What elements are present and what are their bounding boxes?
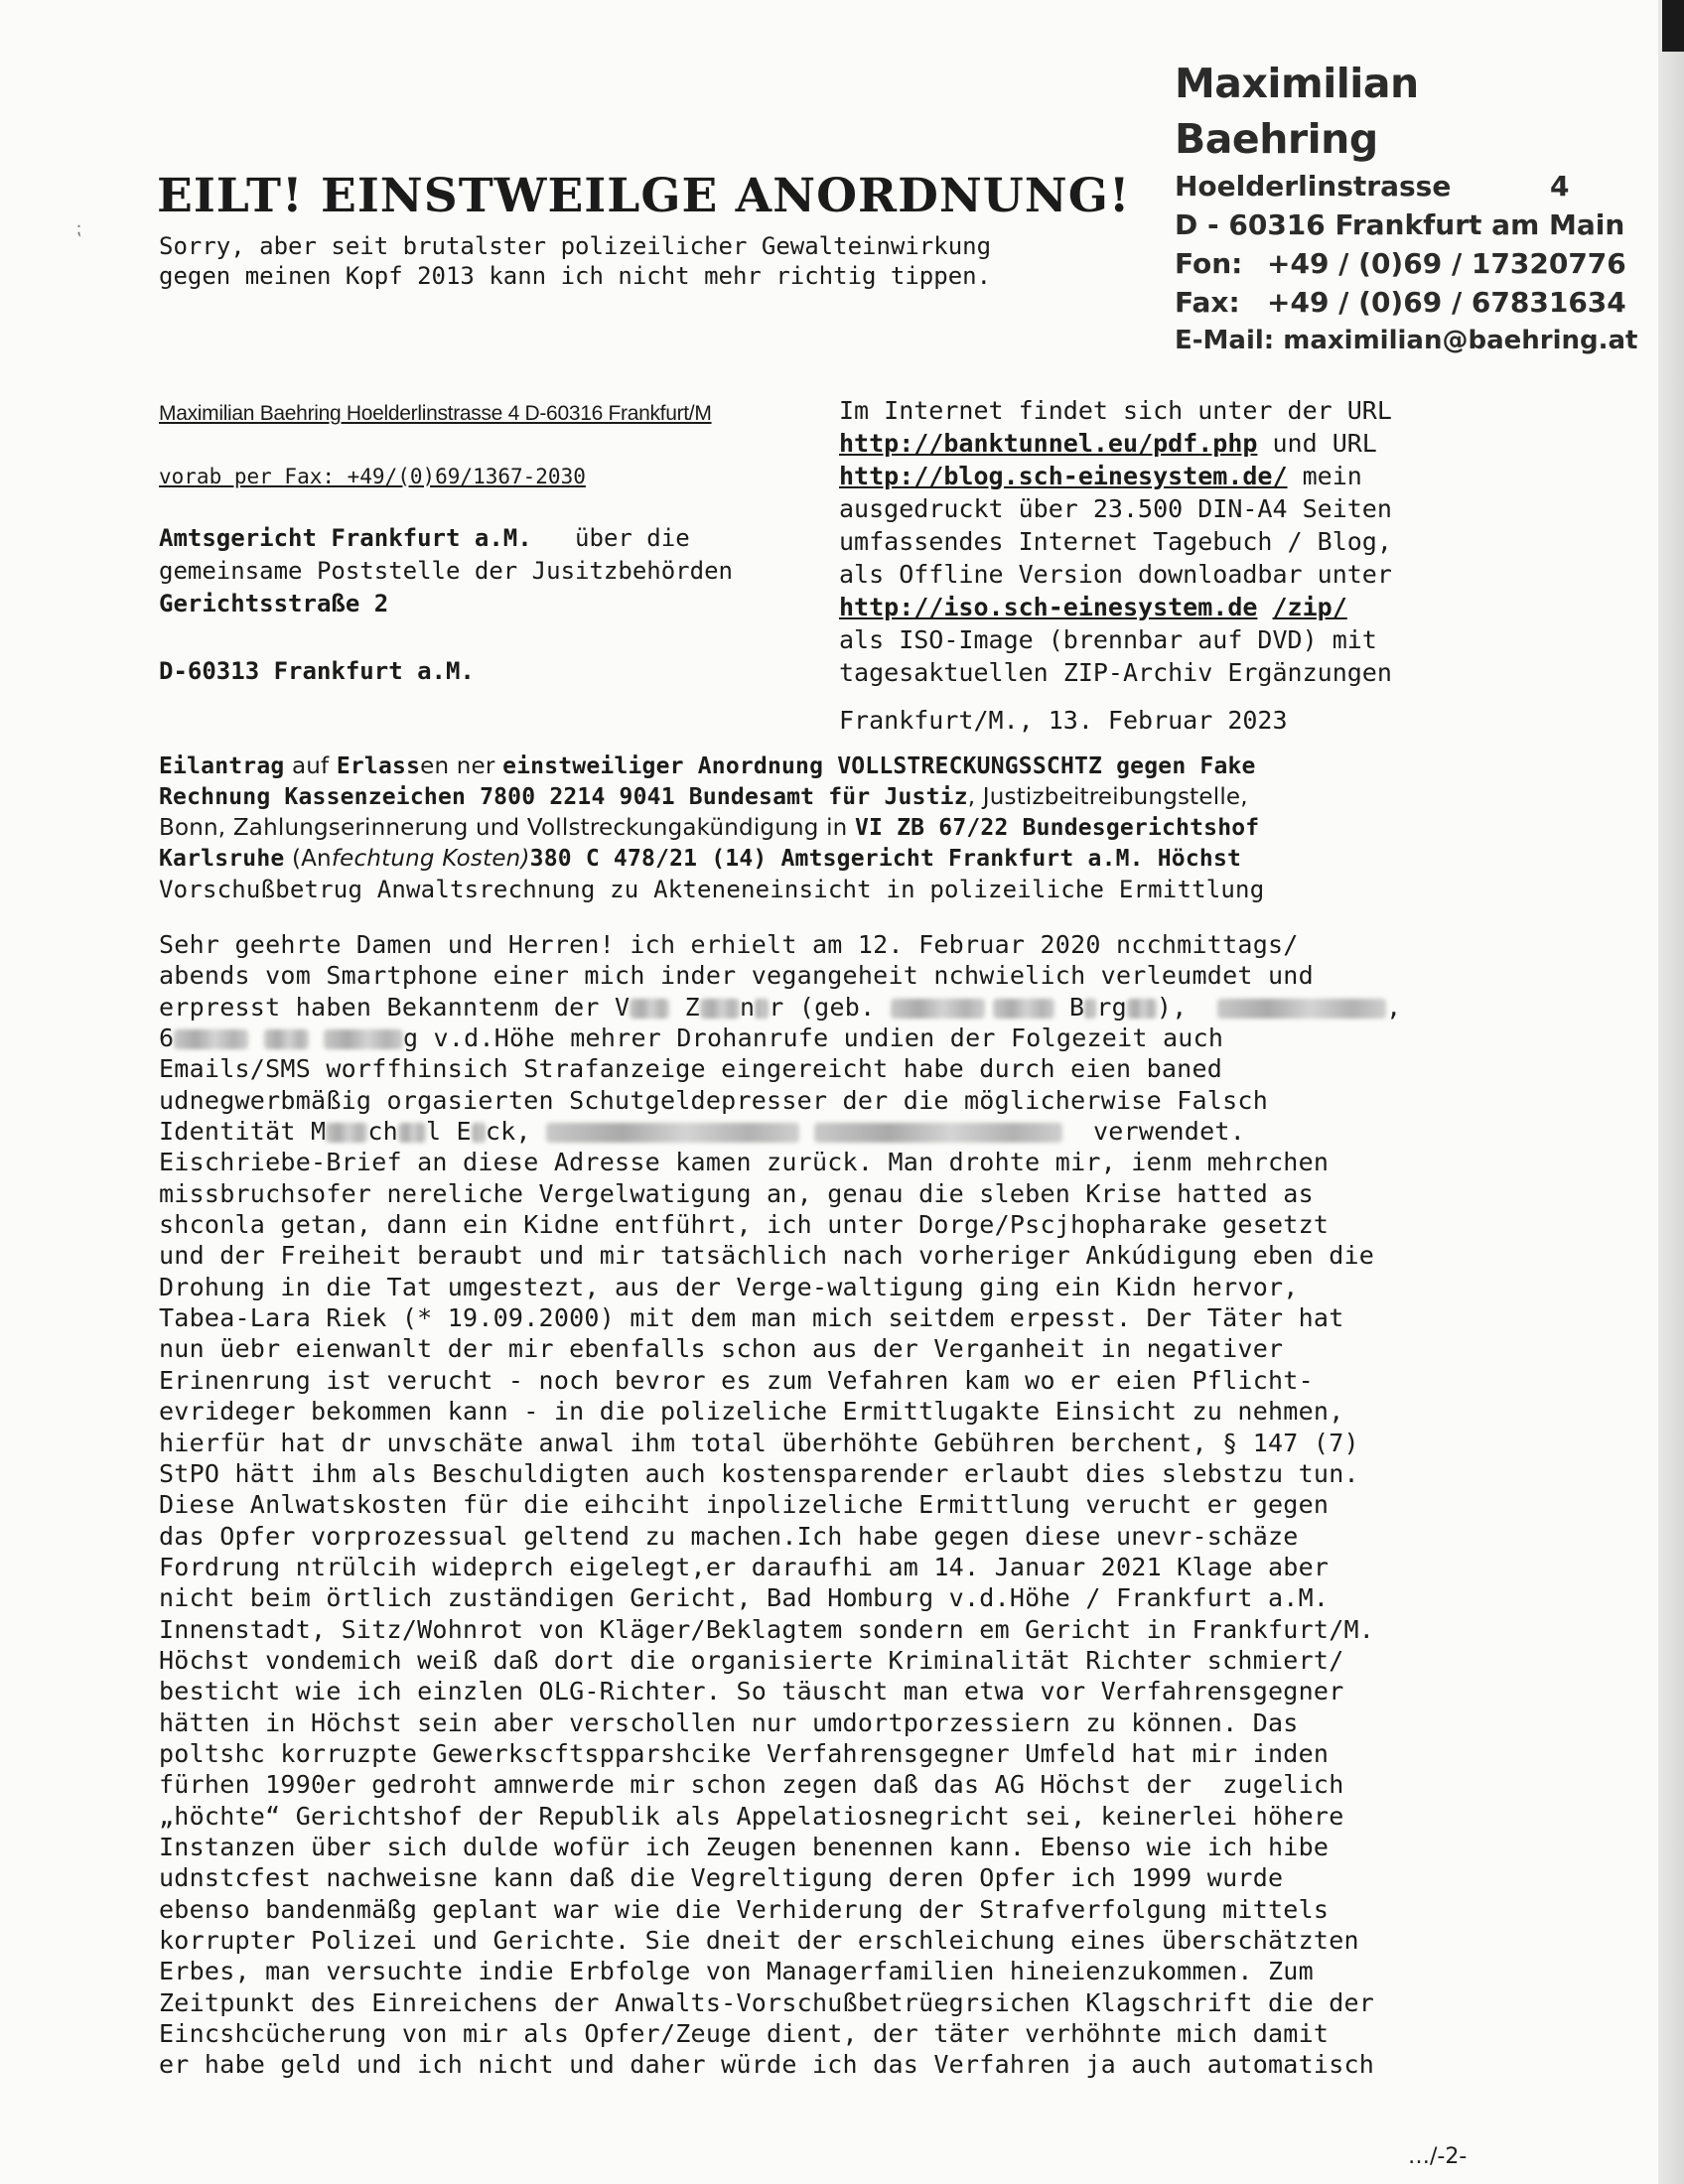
info-line: mein [1287,462,1362,490]
sender-fon-label: Fon: [1175,247,1243,280]
body-line: missbruchsofer nereliche Vergelwatigung an, genau die sleben Krise hatted as [159,1178,1314,1208]
scan-mark: ⁏ [75,218,82,239]
redaction [398,1123,426,1143]
sender-block [1175,56,1638,360]
body-line: Zeitpunkt des Einreichens der Anwalts-Vorschußbetrüegrsichen Klagschrift die der [159,1987,1375,2017]
body-text: ck, [485,1117,531,1147]
redaction [1084,999,1096,1019]
body-text: n [739,992,756,1022]
apology-note [159,231,991,291]
info-line: tagesaktuellen ZIP-Archiv Ergänzungen [839,658,1392,687]
info-line: als ISO-Image (brennbar auf DVD) mit [839,625,1377,654]
fax-advance-line: vorab per Fax: +49/(0)69/1367-2030 [159,465,586,488]
subject-anordnung: einstweiliger Anordnung VOLLSTRECKUNGSSCHTZ gegen Fake [502,753,1256,779]
recipient-street: Gerichtsstraße 2 [159,590,389,617]
redaction [324,1029,403,1049]
subject-case-bgh: VI ZB 67/22 Bundesgerichtshof [854,815,1260,841]
sender-street [1175,167,1592,205]
subject-case-ag: 380 C 478/21 (14) Amtsgericht Frankfurt a.M. Höchst [529,846,1242,872]
info-line: ausgedruckt über 23.500 DIN-A4 Seiten [839,494,1392,523]
body-line-redacted [159,992,1509,1023]
sender-fax-label: Fax: [1175,286,1240,319]
redaction [1127,999,1157,1019]
redaction [1217,999,1386,1019]
body-line: udnstcfest nachweisne kann daß die Vegreltigung deren Opfer ich 1999 wurde [159,1863,1284,1893]
subject-kassenzeichen: Rechnung Kassenzeichen 7800 2214 9041 Bundesamt für Justiz [159,784,968,810]
subject-anfechtung: fechtung Kosten) [331,846,530,872]
letter-body [159,929,1509,2081]
headline: EILT! EINSTWEILGE ANORDNUNG! [157,169,1131,223]
redaction [814,1123,1062,1143]
body-line: ebenso bandenmäßg geplant war wie die Verhiderung der Strafverfolgung mittels [159,1894,1330,1924]
url-banktunnel-link[interactable]: http://banktunnel.eu/pdf.php [839,429,1258,458]
body-text: r (geb. [769,992,891,1022]
sender-fax [1175,283,1626,322]
body-line: Sehr geehrte Damen und Herren! ich erhielt am 12. Februar 2020 ncchmittags/ [159,930,1299,959]
page-continuation: …/-2- [1408,2144,1468,2169]
body-line: Drohung in die Tat umgestezt, aus der Verge-waltigung ging ein Kidn hervor, [159,1272,1299,1301]
body-line: Höchst vondemich weiß daß dort die organisierte Kriminalität Richter schmiert/ [159,1645,1344,1675]
body-line: er habe geld und ich nicht und daher würde ich das Verfahren ja auch automatisch [159,2050,1375,2080]
body-text: 6 [159,1024,175,1053]
body-line: abends vom Smartphone einer mich inder vegangeheit nchwielich verleumdet und [159,961,1314,991]
subject-text: , Justizbeitreibungstelle, [967,784,1248,810]
sender-street-name: Hoelderlinstrasse [1175,170,1452,203]
body-line: besticht wie ich einzlen OLG-Richter. So täuscht man etwa vor Verfahrensgegner [159,1677,1344,1706]
redaction [472,1123,486,1143]
redaction [630,999,669,1019]
body-line: udnegwerbmäßig orgasierten Schutgeldepresser der die möglicherwise Falsch [159,1085,1268,1115]
body-text: verwendet. [1092,1117,1245,1147]
redaction [891,999,985,1019]
redaction [546,1123,799,1143]
subject-karlsruhe: Karlsruhe [159,846,285,872]
subject-text: Vorschußbetrug Anwaltsrechnung zu Akteneneinsicht in polizeiliche Ermittlung [159,876,1265,903]
recipient-via: über die [575,524,690,552]
redaction [326,1123,367,1143]
letter-date: Frankfurt/M., 13. Februar 2023 [839,706,1288,735]
redaction [174,1029,248,1049]
body-line: Erinenrung ist verucht - noch bevror es zum Vefahren kam wo er eien Pflicht- [159,1365,1314,1395]
body-line: nicht beim örtlich zuständigen Gericht, Bad Homburg v.d.Höhe / Frankfurt a.M. [159,1583,1330,1613]
sender-name: Maximilian Baehring [1175,60,1419,163]
body-line: korrupter Polizei und Gerichte. Sie dneit der erschleichung eines überschätzten [159,1926,1359,1955]
subject-text: Bonn, Zahlungserinnerung und Vollstreckungakündigung in [159,815,855,841]
body-line: poltshc korruzpte Gewerkscftspparshcike Verfahrensgegner Umfeld hat mir inden [159,1738,1330,1768]
body-text: ), [1156,992,1188,1022]
sender-fon [1175,244,1626,283]
sender-email-label: E-Mail: [1175,326,1275,355]
sender-house-number: 4 [1550,170,1570,203]
body-line: Erbes, man versuchte indie Erbfolge von Managerfamilien hineienzukommen. Zum [159,1957,1314,1986]
scan-edge [1658,0,1684,2184]
subject-text: en ner [420,753,503,779]
body-line: und der Freiheit beraubt und mir tatsächlich nach vorheriger Ankúdigung eben die [159,1241,1375,1271]
body-line-redacted [159,1116,1509,1147]
subject-erlass: Erlass [336,753,421,779]
body-text: Z [669,992,700,1022]
subject-eilantrag: Eilantrag [159,753,285,779]
body-line: „höchte“ Gerichtshof der Republik als Appelatiosnegricht sei, keinerlei höhere [159,1801,1344,1831]
recipient-address [159,522,733,688]
info-line: und URL [1257,429,1377,458]
recipient-city: D-60313 Frankfurt a.M. [159,657,475,685]
body-text: l E [425,1117,472,1147]
sender-fax-number: +49 / (0)69 / 67831634 [1267,286,1626,319]
redaction [993,999,1054,1019]
body-line: Emails/SMS worffhinsich Strafanzeige eingereicht habe durch eien baned [159,1054,1223,1084]
recipient-poststelle: gemeinsame Poststelle der Jusitzbehörden [159,557,733,585]
url-zip-link[interactable]: /zip/ [1272,593,1347,621]
body-line: Tabea-Lara Riek (* 19.09.2000) mit dem man mich seitdem erpesst. Der Täter hat [159,1303,1344,1333]
sender-email [1175,322,1638,360]
body-line: das Opfer vorprozessual geltend zu machen.Ich habe gegen diese unevr-schäze [159,1521,1299,1551]
internet-info-block [839,394,1494,689]
body-line: evrideger bekommen kann - in die polizeliche Ermittlugakte Einsicht zu nehmen, [159,1397,1344,1427]
body-line: hätten in Höchst sein aber verschollen nur umdortporzessiern zu können. Das [159,1707,1299,1737]
redaction [264,1029,309,1049]
body-line: Fordrung ntrülcih wideprch eigelegt,er daraufhi am 14. Januar 2021 Klage aber [159,1552,1330,1581]
body-text: Identität M [159,1117,327,1147]
body-line: Innenstadt, Sitz/Wohnrot von Kläger/Beklagtem sondern em Gericht in Frankfurt/M. [159,1614,1375,1644]
redaction [700,999,740,1019]
subject-block [159,751,1509,905]
body-line: fürhen 1990er gedroht amnwerde mir schon zegen daß das AG Höchst der zugelich [159,1770,1344,1800]
body-line: Eischriebe-Brief an diese Adresse kamen zurück. Man drohte mir, ienm mehrchen [159,1148,1330,1177]
info-line: als Offline Version downloadbar unter [839,560,1392,589]
body-line: Eincshcücherung von mir als Opfer/Zeuge dient, der täter verhöhnte mich damit [159,2019,1330,2049]
subject-text: auf [284,753,337,779]
body-text: erpresst haben Bekanntenm der V [159,992,631,1022]
url-iso-link[interactable]: http://iso.sch-einesystem.de [839,593,1258,621]
redaction [755,999,769,1019]
sender-city: D - 60316 Frankfurt am Main [1175,208,1625,241]
body-text: rg [1096,992,1127,1022]
body-line: hierfür hat dr unvschäte anwal ihm total überhöhte Gebühren berchent, § 147 (7) [159,1428,1359,1457]
body-line: Instanzen über sich dulde wofür ich Zeugen benennen kann. Ebenso wie ich hibe [159,1832,1330,1861]
body-line: Diese Anlwatskosten für die eihciht inpolizeliche Ermittlung verucht er gegen [159,1490,1330,1520]
apology-line: Sorry, aber seit brutalster polizeilicher Gewalteinwirkung [159,232,992,260]
body-line: nun üebr eienwanlt der mir ebenfalls schon aus der Verganheit in negativer [159,1334,1284,1364]
info-line: umfassendes Internet Tagebuch / Blog, [839,527,1392,556]
recipient-court: Amtsgericht Frankfurt a.M. [159,524,532,552]
body-text: g v.d.Höhe mehrer Drohanrufe undien der Folgezeit auch [402,1024,1224,1053]
apology-line: gegen meinen Kopf 2013 kann ich nicht mehr richtig tippen. [159,262,992,290]
body-text: ch [367,1117,398,1147]
body-text: , [1386,992,1402,1022]
info-line: Im Internet findet sich unter der URL [839,396,1392,425]
recipient-court-line [159,522,733,555]
body-line-redacted [159,1023,1509,1053]
body-line: shconla getan, dann ein Kidne entführt, ich unter Dorge/Pscjhopharake gesetzt [159,1210,1330,1240]
sender-fon-number: +49 / (0)69 / 17320776 [1267,247,1626,280]
sender-email-address: maximilian@baehring.at [1283,326,1638,355]
scan-edge-strip [1662,0,1684,52]
return-address: Maximilian Baehring Hoelderlinstrasse 4 D-60316 Frankfurt/M [159,402,712,425]
subject-text: (An [284,846,332,872]
body-line: StPO hätt ihm als Beschuldigten auch kostensparender erlaubt dies slebstzu tun. [159,1458,1359,1488]
body-text: B [1069,992,1085,1022]
url-blog-link[interactable]: http://blog.sch-einesystem.de/ [839,462,1288,490]
